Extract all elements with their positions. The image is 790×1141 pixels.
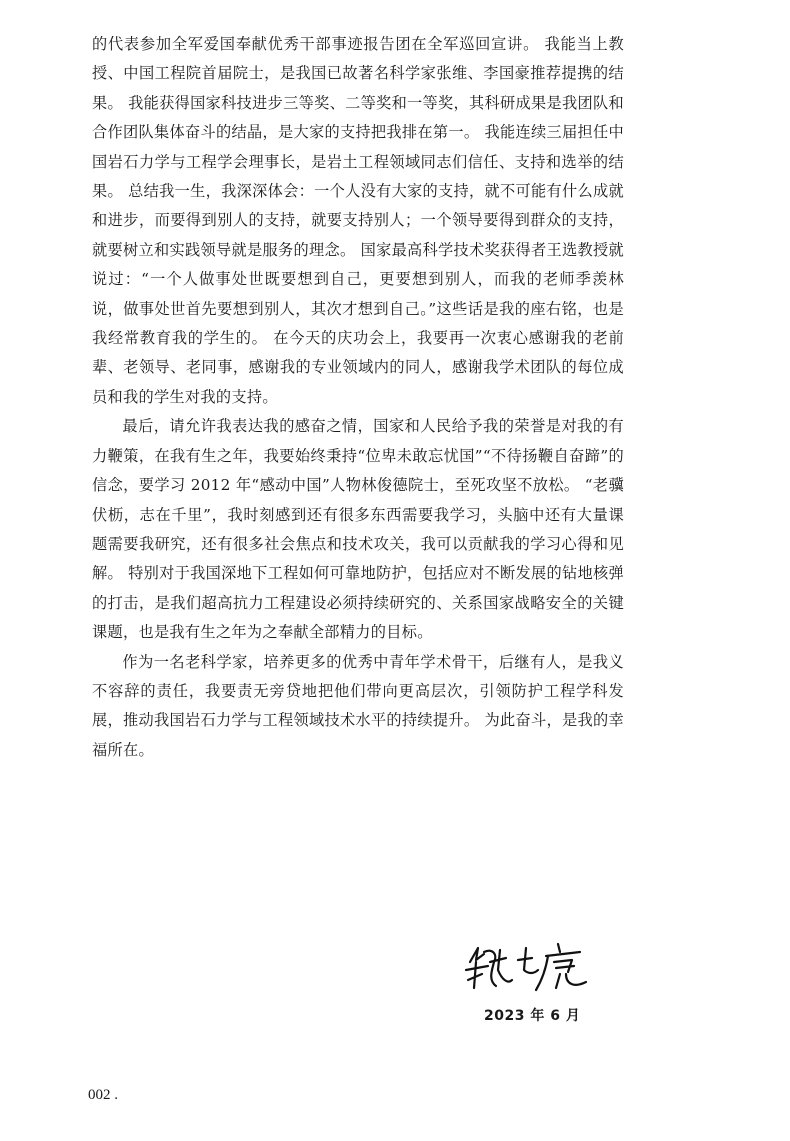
paragraph-3: 作为一名老科学家，培养更多的优秀中青年学术骨干，后继有人，是我义不容辞的责任，我要责无旁贷地把他们带向更高层次，引领防护工程学科发展，推动我国岩石力学与工程领域技术水平的持续提升。 为此奋斗，是我的幸福所在。 — [92, 652, 624, 759]
paragraph-2: 最后，请允许我表达我的感奋之情，国家和人民给予我的荣誉是对我的有力鞭策，在我有生之年，我要始终秉持“位卑未敢忘忧国”“不待扬鞭自奋蹄”的信念，要学习 2012 年“感动中国”人物林俊德院士，至死攻坚不放松。 “老骥伏枥，志在千里”，我时刻感到还有很多东西需要我学习，头脑中还有大量课题需要我研究，还有很多社会焦点和技术攻关，我可以贡献我的学习心得和见解。 特别对于我国深地下工程如何可靠地防护，包括应对不断发展的钻地核弹的打击，是我们超高抗力工程建设必须持续研究的、关系国家战略安全的关键课题，也是我有生之年为之奉献全部精力的目标。 — [92, 417, 624, 642]
page-number: 002 . — [88, 1087, 118, 1103]
paragraph-1: 的代表参加全军爱国奉献优秀干部事迹报告团在全军巡回宣讲。 我能当上教授、中国工程院首届院士，是我国已故著名科学家张维、李国豪推荐提携的结果。 我能获得国家科技进步三等奖、二等奖和一等奖，其科研成果是我团队和合作团队集体奋斗的结晶，是大家的支持把我排在第一。 我能连续三届担任中国岩石力学与工程学会理事长，是岩土工程领域同志们信任、支持和选举的结果。 总结我一生，我深深体会：一个人没有大家的支持，就不可能有什么成就和进步，而要得到别人的支持，就要支持别人；一个领导要得到群众的支持，就要树立和实践领导就是服务的理念。 国家最高科学技术奖获得者王选教授就说过：“一个人做事处世既要想到自己，更要想到别人，而我的老师季羡林说，做事处世首先要想到别人，其次才想到自己。”这些话是我的座右铭，也是我经常教育我的学生的。 在今天的庆功会上，我要再一次衷心感谢我的老前辈、老领导、老同事，感谢我的专业领域内的同人，感谢我学术团队的每位成员和我的学生对我的支持。 — [92, 35, 624, 406]
signature-date: 2023 年 6 月 — [484, 1008, 581, 1024]
handwritten-signature — [462, 940, 592, 996]
document-body — [92, 30, 624, 765]
signature-icon — [462, 940, 592, 996]
